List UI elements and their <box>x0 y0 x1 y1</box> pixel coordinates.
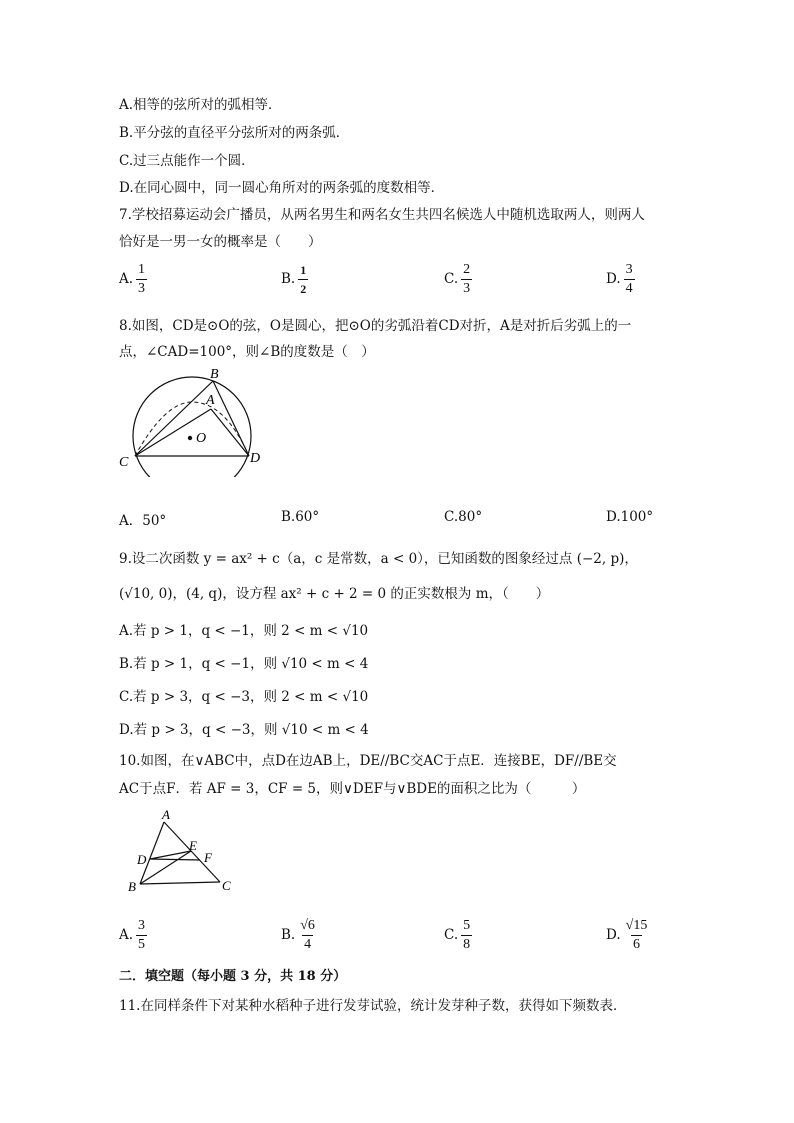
q8-stem-line1: 8.如图，CD是⊙O的弦，O是圆心，把⊙O的劣弧沿着CD对折，A是对折后劣弧上的一 <box>119 318 632 334</box>
q8-option-c: C.80° <box>444 509 483 525</box>
q10-label-b: B <box>128 879 136 894</box>
q9-option-c: C.若 p > 3，q < −3，则 2 < m < √10 <box>119 689 369 705</box>
q9-option-b: B.若 p > 1，q < −1，则 √10 < m < 4 <box>119 656 369 672</box>
q9-option-a: A.若 p > 1，q < −1，则 2 < m < √10 <box>119 623 369 639</box>
q7-option-b: B. $\frac{1}{2}$ <box>281 263 307 296</box>
q8-label-a: A <box>206 393 215 408</box>
section2-heading: 二．填空题（每小题 3 分，共 18 分） <box>119 969 347 984</box>
q10-stem-line2: AC于点F．若 AF = 3，CF = 5，则∨DEF与∨BDE的面积之比为（ ） <box>119 781 586 797</box>
q6-option-a: A.相等的弦所对的弧相等． <box>119 97 282 113</box>
q8-stem-line2: 点，∠CAD=100°，则∠B的度数是（ ） <box>119 344 375 360</box>
q10-label-d: D <box>137 852 147 867</box>
q8-option-b: B.60° <box>281 509 320 525</box>
q10-stem-line1: 10.如图，在∨ABC中，点D在边AB上，DE//BC交AC于点E．连接BE，DF//BE交 <box>119 753 617 769</box>
q10-option-a: A. $\frac{3}{5}$ <box>119 918 146 952</box>
q8-label-c: C <box>119 455 129 470</box>
q6-option-c: C.过三点能作一个圆． <box>119 153 255 169</box>
q11-stem: 11.在同样条件下对某种水稻种子进行发芽试验，统计发芽种子数，获得如下频数表． <box>119 998 627 1014</box>
q10-option-c: C. $\frac{5}{8}$ <box>444 918 471 952</box>
q10-label-f: F <box>204 850 212 865</box>
q10-segment-df <box>150 859 200 860</box>
q9-option-d: D.若 p > 3，q < −3，则 √10 < m < 4 <box>119 722 369 738</box>
q8-option-a: A．50° <box>119 513 167 529</box>
q6-option-d: D.在同心圆中，同一圆心角所对的两条弧的度数相等． <box>119 180 445 196</box>
q8-label-d: D <box>250 451 261 466</box>
q8-folded-arc <box>135 402 249 456</box>
q7-option-c: C. $\frac{2}{3}$ <box>444 262 471 296</box>
q8-label-b: B <box>210 367 219 382</box>
q10-label-a: A <box>162 808 170 822</box>
q9-stem-line2: (√10, 0)，(4, q)，设方程 ax² + c + 2 = 0 的正实数根为 m，（ ） <box>119 586 550 602</box>
q10-triangle-figure <box>124 808 244 896</box>
q7-stem-line2: 恰好是一男一女的概率是（ ） <box>119 234 322 250</box>
q9-stem-line1: 9.设二次函数 y = ax² + c（a，c 是常数，a < 0），已知函数的图象经过点 (−2, p)， <box>119 551 638 567</box>
q8-center-dot <box>188 436 192 440</box>
q8-label-o: O <box>196 431 207 446</box>
q8-circle <box>133 377 251 477</box>
q10-option-b: B. $\frac{√6}{4}$ <box>281 918 315 952</box>
q6-option-b: B.平分弦的直径平分弦所对的两条弧． <box>119 125 350 141</box>
q8-option-d: D.100° <box>606 509 654 525</box>
q8-circle-figure <box>115 362 275 477</box>
q10-label-c: C <box>222 878 231 893</box>
q7-option-d: D. $\frac{3}{4}$ <box>606 262 633 296</box>
q10-label-e: E <box>189 838 197 853</box>
q7-option-a: A. $\frac{1}{3}$ <box>119 262 146 296</box>
q7-stem-line1: 7.学校招募运动会广播员，从两名男生和两名女生共四名候选人中随机选取两人，则两人 <box>119 207 645 223</box>
q10-option-d: D. $\frac{√15}{6}$ <box>606 918 648 952</box>
q10-side-bc <box>140 882 220 884</box>
